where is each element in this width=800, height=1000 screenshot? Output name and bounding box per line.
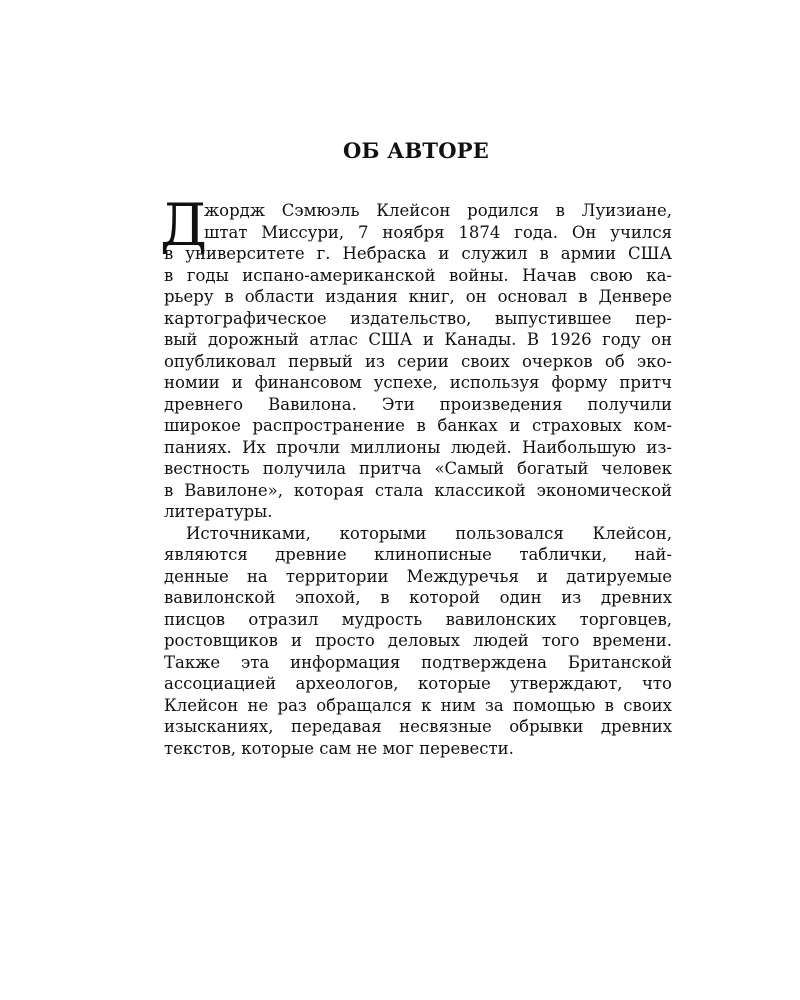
text-line: жордж Сэмюэль Клейсон родился в Луизиане, (204, 201, 672, 220)
text-line: вый дорожный атлас США и Канады. В 1926 году он (164, 330, 672, 349)
text-line: являются древние клинописные таблички, най- (164, 545, 672, 564)
text-line: Также эта информация подтверждена Британской (164, 652, 672, 672)
text-line: ростовщиков и просто деловых людей того времени. (164, 631, 672, 650)
text-line: рьеру в области издания книг, он основал в Денвере (164, 287, 672, 306)
text-line: вестность получила притча «Самый богатый человек (164, 459, 672, 478)
text-line: в университете г. Небраска и служил в армии США (164, 244, 672, 263)
text-line: литературы. (164, 502, 273, 521)
text-line: Клейсон не раз обращался к ним за помощью в своих (164, 695, 672, 715)
text-line: писцов отразил мудрость вавилонских торговцев, (164, 609, 672, 629)
drop-cap: Д (160, 191, 208, 259)
text-line: картографическое издательство, выпустившее пер- (164, 308, 672, 328)
author-bio (160, 191, 672, 759)
text-line: вавилонской эпохой, в которой один из древних (164, 588, 672, 607)
page-title: ОБ АВТОРЕ (343, 138, 489, 163)
text-line: древнего Вавилона. Эти произведения получили (164, 394, 672, 414)
paragraph-2 (164, 523, 672, 760)
text-line: текстов, которые сам не мог перевести. (164, 738, 514, 758)
text-line: в Вавилоне», которая стала классикой экономической (164, 480, 672, 500)
text-line: ассоциацией археологов, которые утверждают, что (164, 674, 672, 693)
text-line: номии и финансовом успехе, используя форму притч (164, 373, 672, 392)
text-line: в годы испано-американской войны. Начав свою ка- (164, 265, 672, 285)
text-line: штат Миссури, 7 ноября 1874 года. Он учился (204, 222, 672, 242)
text-line: изысканиях, передавая несвязные обрывки древних (164, 717, 672, 736)
text-line: опубликовал первый из серии своих очерков об эко- (164, 351, 672, 371)
text-line: Источниками, которыми пользовался Клейсон, (186, 523, 672, 543)
paragraph-1 (164, 200, 672, 523)
text-line: денные на территории Междуречья и датируемые (164, 566, 672, 586)
text-line: паниях. Их прочли миллионы людей. Наибольшую из- (164, 437, 672, 457)
text-line: широкое распространение в банках и страховых ком- (164, 416, 672, 435)
